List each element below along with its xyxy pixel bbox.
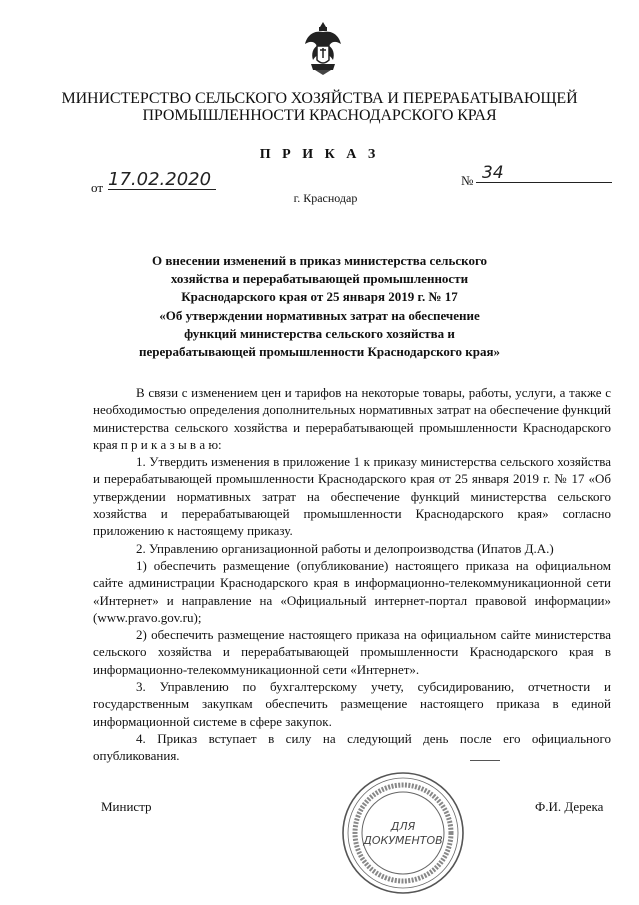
subject-line: хозяйства и перерабатывающей промышленности [170,271,469,287]
city: г. Краснодар [293,191,358,205]
order-body [93,384,611,765]
number-prefix: № [461,173,474,188]
order-subject [0,252,639,361]
ministry-name-line1: МИНИСТЕРСТВО СЕЛЬСКОГО ХОЗЯЙСТВА И ПЕРЕРАБАТЫВАЮЩЕЙ [61,90,578,107]
date-prefix: от [91,180,104,195]
body-paragraph: 2) обеспечить размещение настоящего приказа на официальном сайте министерства сельского хозяйства и перерабатывающей промышленности Краснодарского края в информационно-телекоммуникационной сети «Интернет». [93,627,611,677]
body-paragraph: 1) обеспечить размещение (опубликование) настоящего приказа на официальном сайте администрации Краснодарского края в информационно-телекоммуникационной сети «Интернет» и направление на «Официальный интернет-портал правовой информации» (www.pravo.gov.ru); [93,557,611,625]
signer-name: Ф.И. Дерека [535,799,604,814]
order-number: 34 [476,164,612,183]
subject-line: Краснодарского края от 25 января 2019 г. № 17 [181,289,458,305]
subject-line: О внесении изменений в приказ министерства сельского [151,253,488,268]
subject-line: функций министерства сельского хозяйства и [184,325,455,341]
order-date: 17.02.2020 [108,171,216,190]
ministry-name-line2: ПРОМЫШЛЕННОСТИ КРАСНОДАРСКОГО КРАЯ [142,107,497,124]
order-title: П Р И К А З [259,147,380,162]
stamp-text-line2: ДОКУМЕНТОВ [363,834,443,847]
body-paragraph: 4. Приказ вступает в силу на следующий день после его официального опубликования. [93,730,611,764]
body-paragraph: 2. Управлению организационной работы и делопроизводства (Ипатов Д.А.) [136,540,554,556]
body-paragraph: В связи с изменением цен и тарифов на некоторые товары, работы, услуги, а также с необходимостью определения дополнительных нормативных затрат на обеспечение функций министерства сельского хозяйства и перерабатывающей промышленности Краснодарского края п р и к а з ы в а ю: [93,385,611,452]
official-seal-stamp [340,770,466,896]
subject-line: перерабатывающей промышленности Краснодарского края» [138,344,501,360]
signature-line [470,760,500,761]
body-paragraph: 3. Управлению по бухгалтерскому учету, субсидированию, отчетности и государственным закупкам обеспечить размещение настоящего приказа в единой информационной системе в сфере закупок. [93,679,611,729]
signer-position: Министр [101,799,152,814]
coat-of-arms-emblem [303,20,343,76]
body-paragraph: 1. Утвердить изменения в приложение 1 к приказу министерства сельского хозяйства и перерабатывающей промышленности Краснодарского края от 25 января 2019 г. № 17 «Об утверждении нормативных затрат на обеспечение функций министерства сельского хозяйства и перерабатывающей промышленности Краснодарского края» согласно приложению к настоящему приказу. [93,454,611,539]
subject-line: «Об утверждении нормативных затрат на обеспечение [159,307,480,323]
stamp-text-line1: ДЛЯ [390,820,416,833]
